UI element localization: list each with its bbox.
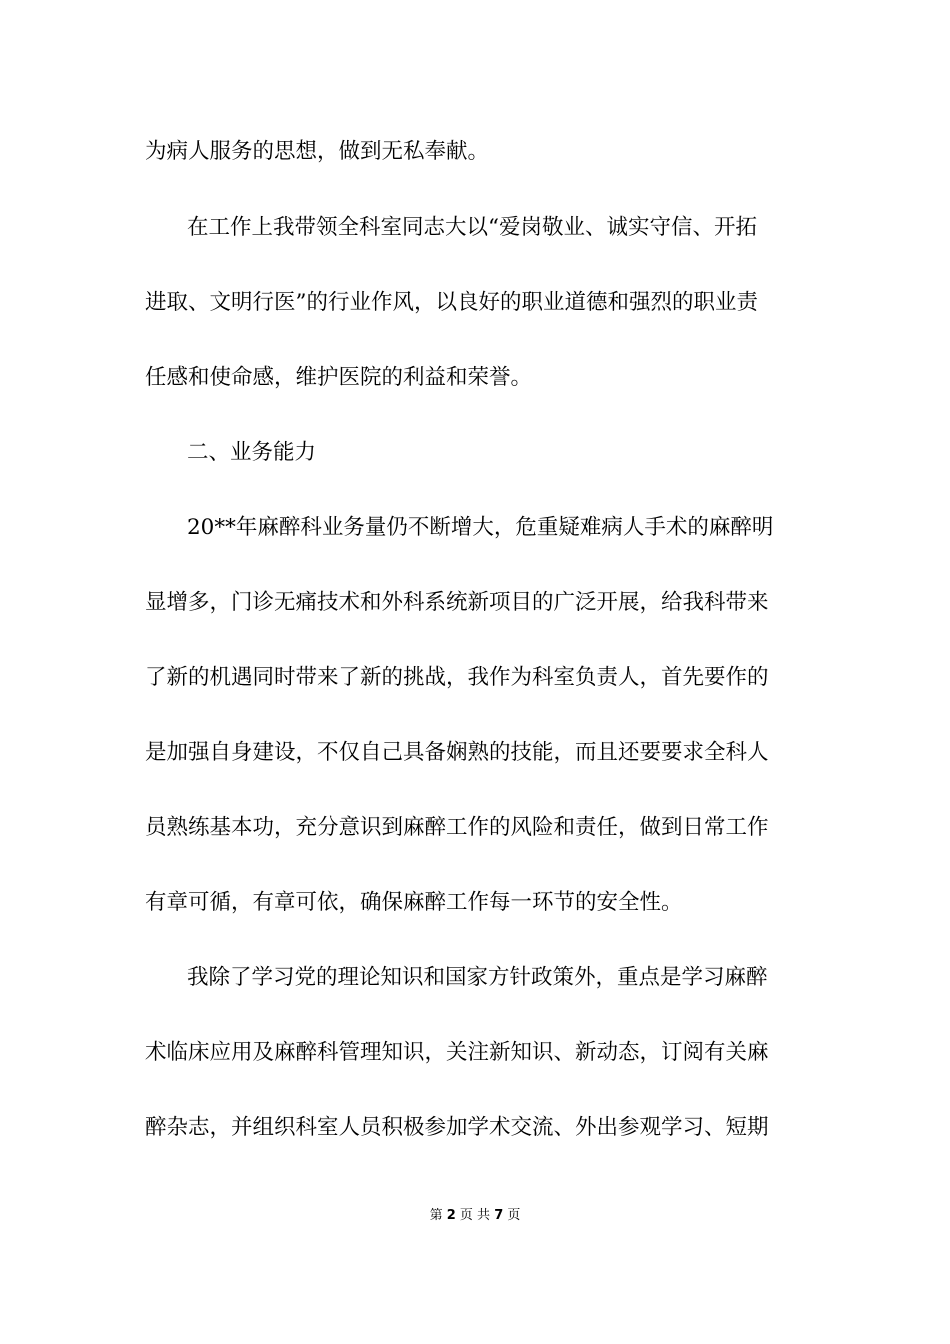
- text-line: 醉杂志，并组织科室人员积极参加学术交流、外出参观学习、短期: [145, 1115, 769, 1140]
- text-line: 员熟练基本功，充分意识到麻醉工作的风险和责任，做到日常工作: [145, 815, 769, 840]
- text-line: 是加强自身建设，不仅自己具备娴熟的技能，而且还要要求全科人: [145, 740, 769, 765]
- text-line: 术临床应用及麻醉科管理知识，关注新知识、新动态，订阅有关麻: [145, 1040, 769, 1065]
- footer-prefix: 第: [429, 1208, 443, 1223]
- text-line: 我除了学习党的理论知识和国家方针政策外，重点是学习麻醉: [187, 965, 768, 990]
- footer-suffix: 页: [507, 1208, 521, 1223]
- text-line: 在工作上我带领全科室同志大以“爱岗敬业、诚实守信、开拓: [187, 215, 757, 240]
- text-line: 进取、文明行医”的行业作风，以良好的职业道德和强烈的职业责: [145, 290, 758, 315]
- footer-total-pages: 7: [494, 1208, 504, 1223]
- footer-middle: 页 共: [459, 1208, 491, 1223]
- section-heading: 二、业务能力: [187, 440, 317, 465]
- footer-page-number: 2: [446, 1208, 456, 1223]
- text-line: 了新的机遇同时带来了新的挑战，我作为科室负责人，首先要作的: [145, 665, 769, 690]
- text-line: 显增多，门诊无痛技术和外科系统新项目的广泛开展，给我科带来: [145, 590, 769, 615]
- text-line: 任感和使命感，维护医院的利益和荣誉。: [145, 365, 533, 390]
- page-footer: [0, 1207, 950, 1225]
- text-line: 有章可循，有章可依，确保麻醉工作每一环节的安全性。: [145, 890, 683, 915]
- text-line: 为病人服务的思想，做到无私奉献。: [145, 139, 490, 164]
- text-line: 20**年麻醉科业务量仍不断增大，危重疑难病人手术的麻醉明: [187, 515, 774, 540]
